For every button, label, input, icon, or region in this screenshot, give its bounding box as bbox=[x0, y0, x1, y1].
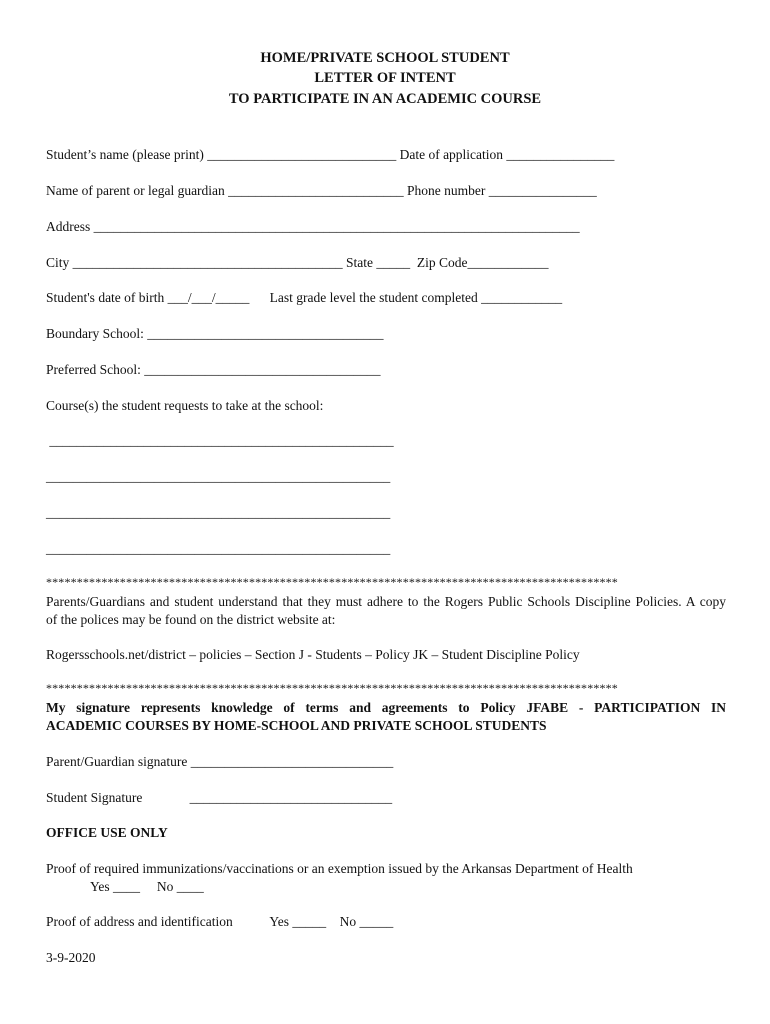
address-proof-field[interactable]: Proof of address and identification Yes _____ No _____ bbox=[46, 914, 394, 929]
discipline-policy-url: Rogersschools.net/district – policies – Section J - Students – Policy JK – Student Discipline Policy bbox=[46, 647, 580, 662]
course-line-2[interactable]: ___________________________________________________ bbox=[46, 469, 391, 484]
parent-signature-field[interactable]: Parent/Guardian signature ______________________________ bbox=[46, 754, 394, 769]
preferred-school-field[interactable]: Preferred School: ___________________________________ bbox=[46, 362, 381, 377]
course-line-4[interactable]: ___________________________________________________ bbox=[46, 541, 391, 556]
discipline-text-line-2: of the polices may be found on the district website at: bbox=[46, 612, 336, 627]
courses-label: Course(s) the student requests to take at the school: bbox=[46, 398, 324, 413]
boundary-school-field[interactable]: Boundary School: ___________________________________ bbox=[46, 326, 384, 341]
immunization-yes-no-field[interactable]: Yes ____ No ____ bbox=[90, 879, 204, 894]
city-state-zip-field[interactable]: City ________________________________________ State _____ Zip Code____________ bbox=[46, 255, 549, 270]
separator-stars-2: ********************************************************************************************* bbox=[46, 681, 618, 695]
date-of-birth-field[interactable]: Student's date of birth ___/___/_____ Last grade level the student completed ____________ bbox=[46, 290, 563, 305]
course-line-1[interactable]: ___________________________________________________ bbox=[46, 433, 394, 448]
form-title-line-1: HOME/PRIVATE SCHOOL STUDENT bbox=[260, 50, 510, 66]
immunization-proof-text: Proof of required immunizations/vaccinations or an exemption issued by the Arkansas Department of Health bbox=[46, 861, 633, 876]
revision-date: 3-9-2020 bbox=[46, 950, 96, 965]
agreement-text-line-1: My signature represents knowledge of terms and agreements to Policy JFABE - PARTICIPATION IN bbox=[46, 700, 726, 715]
form-title-line-2: LETTER OF INTENT bbox=[314, 70, 456, 86]
parent-name-field[interactable]: Name of parent or legal guardian __________________________ Phone number ________________ bbox=[46, 183, 597, 198]
student-name-field[interactable]: Student’s name (please print) ____________________________ Date of application ________________ bbox=[46, 147, 615, 162]
course-line-3[interactable]: ___________________________________________________ bbox=[46, 505, 391, 520]
separator-stars-1: ********************************************************************************************* bbox=[46, 575, 618, 589]
agreement-text-line-2: ACADEMIC COURSES BY HOME-SCHOOL AND PRIVATE SCHOOL STUDENTS bbox=[46, 718, 547, 733]
address-field[interactable]: Address ________________________________________________________________________ bbox=[46, 219, 580, 234]
discipline-text-line-1: Parents/Guardians and student understand that they must adhere to the Rogers Public Schools Discipline Policies. A copy bbox=[46, 594, 726, 609]
form-title-line-3: TO PARTICIPATE IN AN ACADEMIC COURSE bbox=[228, 91, 542, 107]
student-signature-field[interactable]: Student Signature ______________________________ bbox=[46, 790, 393, 805]
office-use-heading: OFFICE USE ONLY bbox=[46, 825, 168, 840]
